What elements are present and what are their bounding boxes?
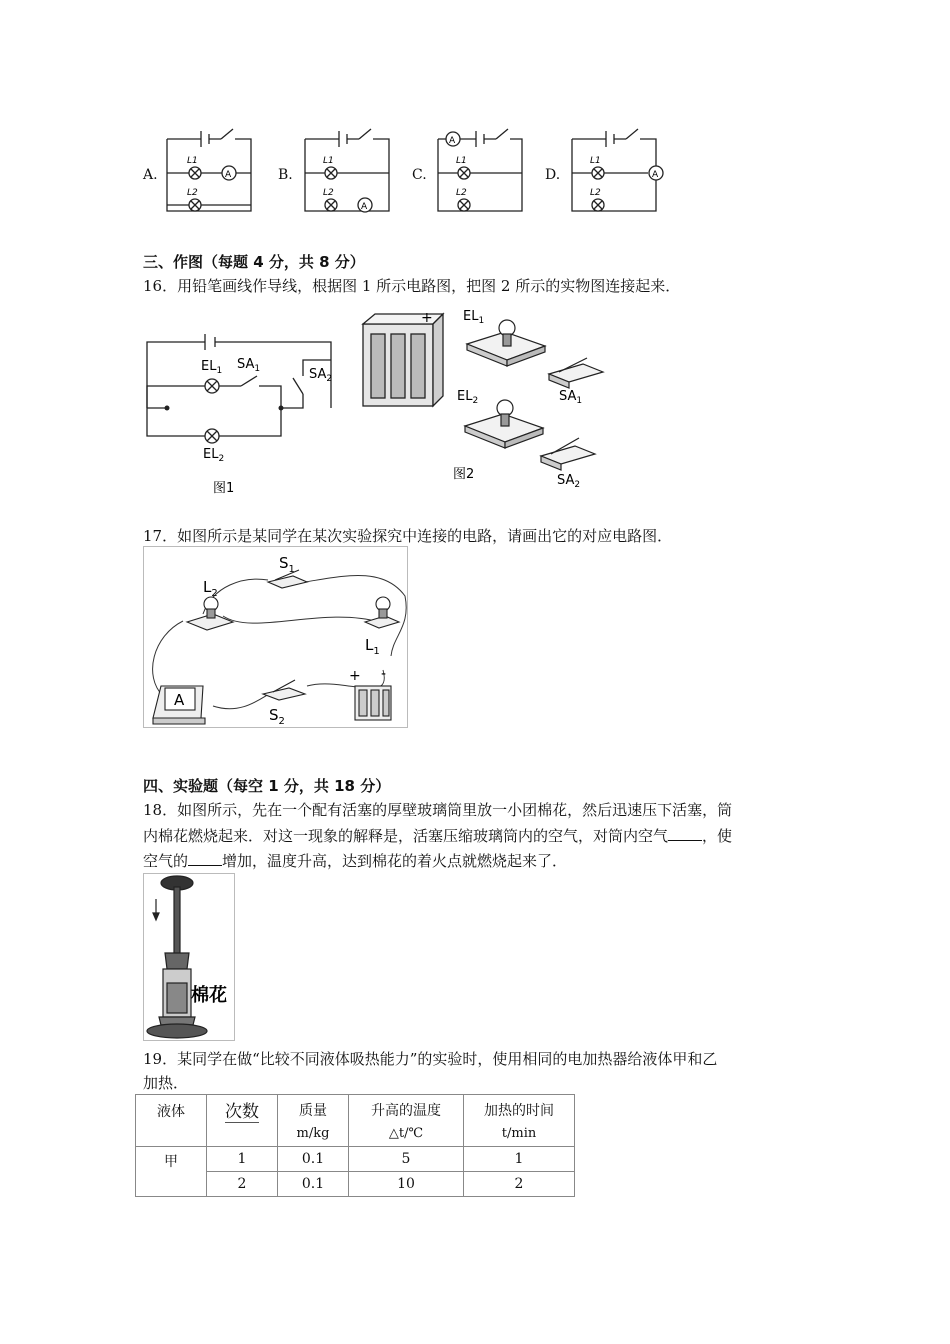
header-heat-time-text: 加热的时间 <box>484 1103 554 1119</box>
q16-text: 16．用铅笔画线作导线，根据图 1 所示电路图，把图 2 所示的实物图连接起来． <box>143 277 681 295</box>
svg-text:SA1 <box>237 357 260 374</box>
fig1-el1-label: EL <box>201 359 217 374</box>
q17-text: 17．如图所示是某同学在某次实验探究中连接的电路，请画出它的对应电路图． <box>143 527 673 545</box>
fig2-sa1-sub: 1 <box>576 396 583 406</box>
option-b-l2: L2 <box>323 188 334 198</box>
table-cell: 2 <box>464 1172 575 1197</box>
switch-sa2-image <box>541 438 595 470</box>
option-a-ammeter: A <box>225 170 232 180</box>
fig1-el2-sub: 2 <box>218 454 225 464</box>
svg-text:S1 <box>279 554 295 575</box>
option-a-circuit <box>165 125 257 215</box>
option-a-l1: L1 <box>187 156 198 166</box>
fig1-sa2-label: SA <box>309 367 327 382</box>
table-header-row <box>136 1095 575 1147</box>
fig1-el2-label: EL <box>203 447 219 462</box>
q18-line3 <box>143 848 567 874</box>
q17-lamp-l1-image <box>365 597 399 628</box>
option-d-letter: D. <box>545 167 561 183</box>
q17-l2-sub: 2 <box>211 588 218 599</box>
lamp-el2-image <box>465 400 543 448</box>
header-mass-unit: m/kg <box>296 1126 330 1141</box>
header-heat-time-unit: t/min <box>501 1126 537 1141</box>
q19-line1: 19．某同学在做“比较不同液体吸热能力”的实验时，使用相同的电加热器给液体甲和乙 <box>143 1050 718 1068</box>
option-d-circuit <box>570 125 666 215</box>
section-4-title: 四、实验题（每空 1 分，共 18 分） <box>143 777 391 795</box>
header-heat-time <box>464 1095 575 1147</box>
q18-line1: 18．如图所示，先在一个配有活塞的厚壁玻璃筒里放一小团棉花，然后迅速压下活塞，筒 <box>143 801 733 819</box>
fig1-caption: 图1 <box>213 481 235 496</box>
svg-text:EL2 <box>457 389 478 406</box>
svg-text:EL1 <box>201 359 222 376</box>
q17-battery-image <box>355 686 391 720</box>
q17-s2-sub: 2 <box>278 716 285 727</box>
option-c-ammeter: A <box>449 136 456 146</box>
q16-fig2-components <box>355 302 605 502</box>
header-mass <box>278 1095 349 1147</box>
q17-switch-s2-image <box>263 680 305 700</box>
svg-text:EL1 <box>463 309 484 326</box>
svg-text:SA1 <box>559 389 582 406</box>
fig2-el1-sub: 1 <box>478 316 485 326</box>
table-cell: 1 <box>207 1147 278 1172</box>
q17-l1-label: L <box>365 636 374 654</box>
option-c-l2: L2 <box>456 188 467 198</box>
option-d-l2: L2 <box>590 188 601 198</box>
q17-ammeter-label: A <box>174 691 185 709</box>
fig1-sa2-sub: 2 <box>326 374 333 384</box>
svg-text:L2 <box>203 578 218 599</box>
q17-s2-label: S <box>269 706 279 724</box>
q17-real-circuit <box>143 546 408 728</box>
battery-pack-image <box>363 314 443 406</box>
header-liquid: 液体 <box>136 1095 207 1147</box>
svg-text:SA2 <box>309 367 332 384</box>
header-temp-rise-unit: △t/℃ <box>388 1126 424 1141</box>
table-cell: 0.1 <box>278 1172 349 1197</box>
fig1-sa1-label: SA <box>237 357 255 372</box>
fig2-el2-sub: 2 <box>472 396 479 406</box>
q18-line2-text-a: 内棉花燃烧起来．对这一现象的解释是，活塞压缩玻璃筒内的空气，对筒内空气 <box>143 827 669 845</box>
option-d-l1: L1 <box>590 156 601 166</box>
fig1-sa1-sub: 1 <box>254 364 261 374</box>
option-a-l2: L2 <box>187 188 198 198</box>
table-cell: 2 <box>207 1172 278 1197</box>
q18-answer-blank-1[interactable] <box>668 826 702 841</box>
q18-line3-text-a: 空气的 <box>143 852 189 870</box>
cell-liquid-jia: 甲 <box>136 1147 207 1197</box>
svg-text:SA2 <box>557 473 580 490</box>
table-cell: 0.1 <box>278 1147 349 1172</box>
q18-line2 <box>143 823 732 849</box>
q17-l1-sub: 1 <box>373 646 380 657</box>
section-3-title: 三、作图（每题 4 分，共 8 分） <box>143 253 365 271</box>
q19-line2: 加热． <box>143 1074 189 1092</box>
svg-text:L1 <box>365 636 380 657</box>
switch-sa1-image <box>549 358 603 388</box>
option-c-letter: C. <box>412 167 427 183</box>
fig2-sa2-label: SA <box>557 473 575 488</box>
option-c-circuit <box>436 125 528 215</box>
q17-l2-label: L <box>203 578 212 596</box>
q17-lamp-l2-image <box>187 597 233 630</box>
fig2-el1-label: EL <box>463 309 479 324</box>
header-temp-rise-text: 升高的温度 <box>371 1103 441 1119</box>
fig2-caption: 图2 <box>453 467 475 482</box>
option-c-l1: L1 <box>456 156 467 166</box>
header-trial-text: 次数 <box>225 1102 259 1122</box>
fig2-sa1-label: SA <box>559 389 577 404</box>
option-b-letter: B. <box>278 167 293 183</box>
header-mass-text: 质量 <box>299 1103 327 1119</box>
table-row <box>136 1147 575 1172</box>
battery-plus-label: + <box>421 310 433 326</box>
option-d-ammeter: A <box>652 170 659 180</box>
fig2-el2-label: EL <box>457 389 473 404</box>
q19-data-table <box>135 1094 575 1197</box>
svg-text:S2 <box>269 706 285 727</box>
q18-answer-blank-2[interactable] <box>188 851 222 866</box>
option-b-ammeter: A <box>361 202 368 212</box>
header-trial <box>207 1095 278 1147</box>
option-a-letter: A. <box>143 167 158 183</box>
q17-switch-s1-image <box>268 570 307 588</box>
q18-line2-text-b: ，使 <box>702 827 733 845</box>
lamp-el1-image <box>467 320 545 366</box>
q18-fire-syringe-figure <box>143 873 235 1041</box>
q18-line3-text-b: 增加，温度升高，达到棉花的着火点就燃烧起来了． <box>222 852 568 870</box>
q16-fig1-circuit <box>143 330 343 500</box>
q17-plus-label: + <box>349 668 361 684</box>
q18-cotton-label: 棉花 <box>191 985 227 1006</box>
option-b-l1: L1 <box>323 156 334 166</box>
header-temp-rise <box>349 1095 464 1147</box>
q17-s1-label: S <box>279 554 289 572</box>
fig1-el1-sub: 1 <box>216 366 223 376</box>
fig2-sa2-sub: 2 <box>574 480 581 490</box>
table-cell: 10 <box>349 1172 464 1197</box>
table-cell: 1 <box>464 1147 575 1172</box>
svg-text:EL2 <box>203 447 224 464</box>
q17-minus-label: - <box>381 666 387 682</box>
table-cell: 5 <box>349 1147 464 1172</box>
option-b-circuit <box>303 125 395 215</box>
q17-s1-sub: 1 <box>288 564 295 575</box>
